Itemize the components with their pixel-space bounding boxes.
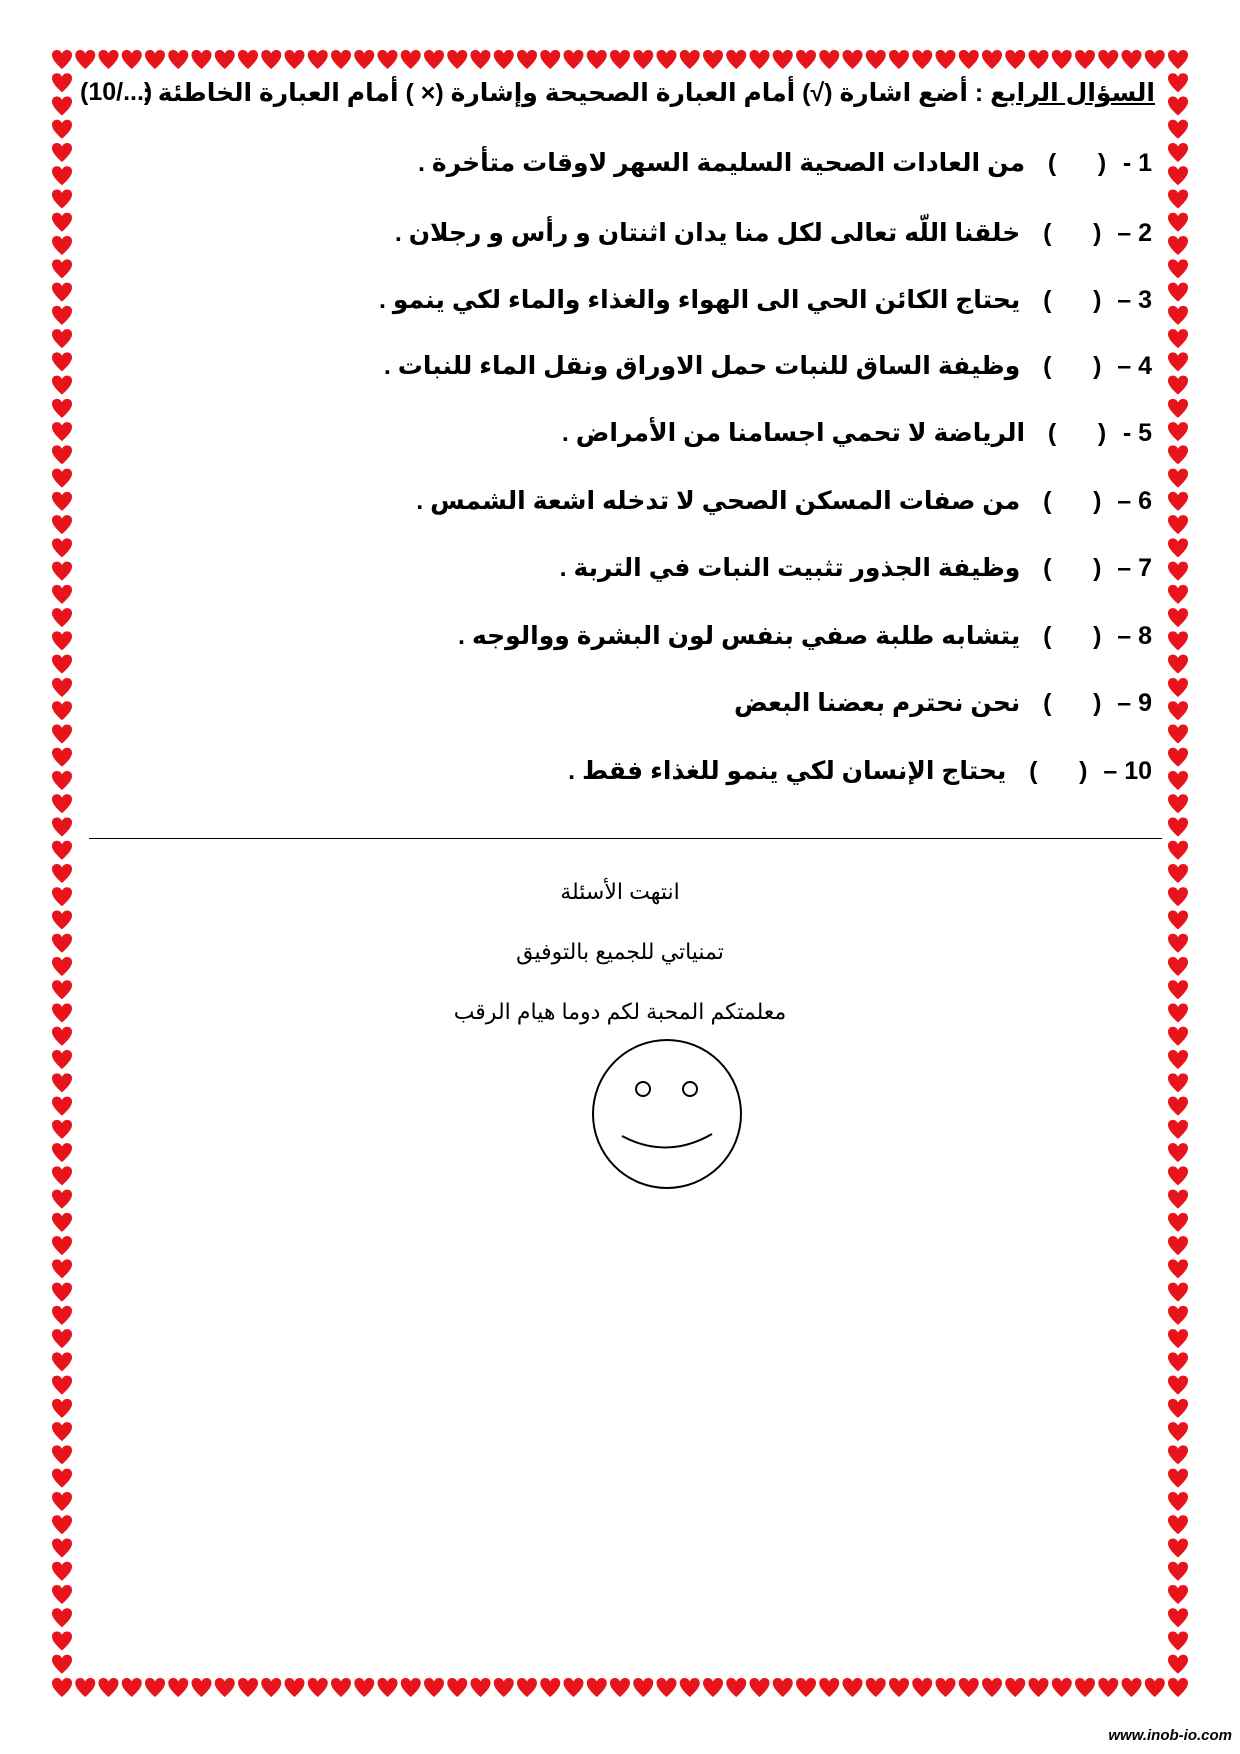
answer-blank[interactable]: ( ): [1029, 757, 1088, 785]
answer-blank[interactable]: ( ): [1043, 352, 1102, 380]
heart-icon: [1168, 50, 1188, 69]
item-text: يتشابه طلبة صفي بنفس لون البشرة ووالوجه .: [458, 622, 1021, 650]
heart-icon: [1145, 50, 1165, 69]
heart-icon: [1168, 399, 1188, 418]
heart-icon: [1168, 469, 1188, 488]
heart-icon: [1168, 492, 1188, 511]
heart-icon: [1168, 1399, 1188, 1418]
heart-icon: [1168, 1678, 1188, 1697]
statement-item: [568, 755, 1152, 787]
heart-icon: [912, 1678, 932, 1697]
heart-icon: [52, 771, 72, 790]
heart-icon: [1168, 190, 1188, 209]
watermark: www.inob-io.com: [1108, 1727, 1232, 1744]
answer-blank[interactable]: ( ): [1043, 219, 1102, 247]
heart-icon: [1168, 817, 1188, 836]
heart-icon: [1168, 213, 1188, 232]
answer-blank[interactable]: ( ): [1043, 622, 1102, 650]
heart-icon: [52, 585, 72, 604]
heart-icon: [52, 1422, 72, 1441]
heart-icon: [1168, 678, 1188, 697]
footer-wishes-text: تمنياتي للجميع بالتوفيق: [516, 939, 724, 964]
heart-icon: [52, 562, 72, 581]
heart-icon: [703, 50, 723, 69]
heart-icon: [52, 841, 72, 860]
heart-icon: [1168, 1283, 1188, 1302]
heart-icon: [1168, 166, 1188, 185]
heart-icon: [657, 50, 677, 69]
heart-icon: [401, 50, 421, 69]
heart-icon: [99, 1678, 119, 1697]
heart-icon: [1168, 631, 1188, 650]
item-text: يحتاج الكائن الحي الى الهواء والغذاء والماء لكي ينمو .: [378, 286, 1021, 314]
heart-icon: [703, 1678, 723, 1697]
heart-icon: [1168, 1492, 1188, 1511]
heart-icon: [378, 1678, 398, 1697]
heart-icon: [1168, 329, 1188, 348]
heart-icon: [168, 1678, 188, 1697]
heart-icon: [866, 1678, 886, 1697]
item-number: 10 –: [1103, 757, 1152, 785]
heart-icon: [52, 794, 72, 813]
heart-icon: [633, 1678, 653, 1697]
heart-icon: [308, 50, 328, 69]
heart-icon: [1168, 1655, 1188, 1674]
heart-icon: [1168, 771, 1188, 790]
statement-item: [384, 350, 1152, 382]
heart-icon: [680, 1678, 700, 1697]
heart-icon: [564, 1678, 584, 1697]
heart-icon: [1075, 1678, 1095, 1697]
heart-icon: [773, 50, 793, 69]
heart-icon: [1075, 50, 1095, 69]
heart-icon: [52, 1631, 72, 1650]
heart-icon: [52, 50, 72, 69]
heart-icon: [354, 50, 374, 69]
footer-end-text: انتهت الأسئلة: [560, 879, 680, 904]
heart-icon: [1168, 120, 1188, 139]
heart-icon: [52, 980, 72, 999]
heart-icon: [1168, 236, 1188, 255]
heart-icon: [843, 1678, 863, 1697]
heart-icon: [145, 1678, 165, 1697]
heart-icon: [1168, 1515, 1188, 1534]
heart-icon: [52, 1376, 72, 1395]
heart-icon: [540, 50, 560, 69]
heart-icon: [122, 50, 142, 69]
heart-icon: [52, 492, 72, 511]
heart-icon: [1168, 585, 1188, 604]
heart-icon: [1168, 701, 1188, 720]
question-header: [80, 78, 1155, 112]
heart-icon: [540, 1678, 560, 1697]
heart-icon: [750, 50, 770, 69]
statement-item: [395, 217, 1152, 249]
heart-icon: [1168, 352, 1188, 371]
heart-icon: [52, 538, 72, 557]
heart-icon: [1168, 1562, 1188, 1581]
heart-icon: [889, 1678, 909, 1697]
answer-blank[interactable]: ( ): [1043, 286, 1102, 314]
item-text: وظيفة الساق للنبات حمل الاوراق ونقل الماء للنبات .: [383, 352, 1021, 380]
heart-icon: [331, 50, 351, 69]
heart-icon: [657, 1678, 677, 1697]
heart-icon: [1168, 1120, 1188, 1139]
heart-icon: [52, 259, 72, 278]
heart-icon: [52, 73, 72, 92]
heart-icon: [1005, 50, 1025, 69]
heart-icon: [471, 1678, 491, 1697]
heart-icon: [215, 50, 235, 69]
heart-icon: [936, 50, 956, 69]
heart-icon: [261, 1678, 281, 1697]
heart-icon: [796, 50, 816, 69]
item-text: وظيفة الجذور تثبيت النبات في التربة .: [559, 554, 1021, 582]
heart-icon: [75, 1678, 95, 1697]
heart-icon: [866, 50, 886, 69]
heart-icon: [471, 50, 491, 69]
heart-icon: [52, 1213, 72, 1232]
heart-icon: [843, 50, 863, 69]
heart-icon: [424, 50, 444, 69]
heart-icon: [52, 97, 72, 116]
heart-icon: [587, 1678, 607, 1697]
heart-icon: [52, 1190, 72, 1209]
heart-icon: [378, 50, 398, 69]
heart-icon: [52, 1073, 72, 1092]
heart-icon: [1168, 608, 1188, 627]
item-number: 2 –: [1117, 219, 1152, 247]
heart-icon: [1098, 50, 1118, 69]
item-number: 5 -: [1122, 419, 1152, 447]
heart-icon: [1168, 73, 1188, 92]
statement-item: [560, 552, 1152, 584]
heart-icon: [52, 1306, 72, 1325]
heart-icon: [819, 50, 839, 69]
heart-icon: [1168, 1608, 1188, 1627]
heart-icon: [447, 1678, 467, 1697]
heart-icon: [1168, 794, 1188, 813]
heart-icon: [1168, 724, 1188, 743]
heart-icon: [52, 911, 72, 930]
item-text: يحتاج الإنسان لكي ينمو للغذاء فقط .: [568, 757, 1007, 785]
heart-icon: [773, 1678, 793, 1697]
answer-blank[interactable]: ( ): [1043, 554, 1102, 582]
heart-icon: [52, 190, 72, 209]
item-text: من صفات المسكن الصحي لا تدخله اشعة الشمس .: [416, 487, 1021, 515]
heart-icon: [680, 50, 700, 69]
statement-item: [379, 284, 1152, 316]
heart-icon: [52, 1492, 72, 1511]
heart-icon: [959, 1678, 979, 1697]
heart-icon: [52, 1329, 72, 1348]
heart-icon: [52, 655, 72, 674]
heart-icon: [1168, 1050, 1188, 1069]
heart-icon: [424, 1678, 444, 1697]
heart-icon: [912, 50, 932, 69]
heart-icon: [1168, 1259, 1188, 1278]
heart-icon: [238, 1678, 258, 1697]
heart-icon: [52, 1399, 72, 1418]
heart-icon: [1168, 143, 1188, 162]
heart-icon: [726, 50, 746, 69]
question-score: (10/...): [80, 78, 153, 106]
item-number: 6 –: [1117, 487, 1152, 515]
heart-icon: [1168, 1538, 1188, 1557]
heart-icon: [285, 1678, 305, 1697]
heart-icon: [52, 1283, 72, 1302]
heart-icon: [52, 329, 72, 348]
heart-icon: [52, 1655, 72, 1674]
answer-blank[interactable]: ( ): [1047, 149, 1107, 177]
heart-icon: [796, 1678, 816, 1697]
item-text: نحن نحترم بعضنا البعض: [733, 689, 1021, 717]
heart-icon: [819, 1678, 839, 1697]
heart-icon: [1168, 1097, 1188, 1116]
heart-icon: [1029, 50, 1049, 69]
divider-line: [89, 838, 1162, 839]
heart-icon: [1005, 1678, 1025, 1697]
heart-icon: [52, 1562, 72, 1581]
heart-icon: [1168, 422, 1188, 441]
heart-icon: [354, 1678, 374, 1697]
heart-icon: [52, 213, 72, 232]
heart-icon: [52, 1445, 72, 1464]
heart-icon: [1168, 1631, 1188, 1650]
heart-icon: [52, 724, 72, 743]
heart-icon: [52, 352, 72, 371]
heart-icon: [52, 1120, 72, 1139]
answer-blank[interactable]: ( ): [1047, 419, 1107, 447]
heart-icon: [1098, 1678, 1118, 1697]
answer-blank[interactable]: ( ): [1043, 689, 1102, 717]
heart-icon: [1168, 748, 1188, 767]
item-text: الرياضة لا تحمي اجسامنا من الأمراض .: [561, 419, 1026, 447]
statement-item: [734, 687, 1152, 719]
heart-icon: [52, 166, 72, 185]
heart-icon: [1168, 538, 1188, 557]
heart-icon: [308, 1678, 328, 1697]
heart-icon: [52, 306, 72, 325]
question-label: السؤال الرابع: [990, 79, 1155, 107]
heart-icon: [1168, 1329, 1188, 1348]
item-text: خلقنا اللّه تعالى لكل منا يدان اثنتان و رأس و رجلان .: [394, 219, 1021, 247]
heart-icon: [1168, 980, 1188, 999]
statement-item: [416, 485, 1152, 517]
heart-icon: [52, 1678, 72, 1697]
heart-icon: [52, 469, 72, 488]
item-number: 1 -: [1122, 149, 1152, 177]
heart-icon: [982, 1678, 1002, 1697]
heart-icon: [52, 1050, 72, 1069]
smiley-face-icon: [587, 1034, 747, 1194]
heart-icon: [1168, 376, 1188, 395]
heart-icon: [982, 50, 1002, 69]
heart-icon: [1168, 1585, 1188, 1604]
heart-icon: [168, 50, 188, 69]
heart-icon: [99, 50, 119, 69]
heart-icon: [52, 1515, 72, 1534]
question-instruction: : أضع اشارة (√) أمام العبارة الصحيحة وإشارة (× ) أمام العبارة الخاطئة :: [142, 79, 984, 107]
heart-icon: [52, 143, 72, 162]
answer-blank[interactable]: ( ): [1043, 487, 1102, 515]
heart-icon: [1168, 515, 1188, 534]
heart-icon: [1168, 1190, 1188, 1209]
heart-icon: [52, 236, 72, 255]
heart-icon: [517, 50, 537, 69]
heart-icon: [52, 748, 72, 767]
heart-icon: [1168, 841, 1188, 860]
heart-icon: [52, 399, 72, 418]
heart-icon: [1168, 1236, 1188, 1255]
heart-icon: [1168, 1422, 1188, 1441]
heart-icon: [1168, 1352, 1188, 1371]
heart-icon: [52, 608, 72, 627]
heart-icon: [936, 1678, 956, 1697]
heart-icon: [610, 50, 630, 69]
heart-icon: [1168, 1213, 1188, 1232]
heart-icon: [1168, 1376, 1188, 1395]
heart-icon: [145, 50, 165, 69]
statement-item: [562, 417, 1152, 449]
heart-icon: [261, 50, 281, 69]
heart-icon: [52, 631, 72, 650]
heart-icon: [1168, 1445, 1188, 1464]
heart-icon: [215, 1678, 235, 1697]
heart-icon: [1168, 1027, 1188, 1046]
heart-icon: [75, 50, 95, 69]
heart-icon: [1029, 1678, 1049, 1697]
heart-icon: [494, 50, 514, 69]
heart-icon: [1168, 97, 1188, 116]
heart-icon: [1052, 1678, 1072, 1697]
item-text: من العادات الصحية السليمة السهر لاوقات متأخرة .: [417, 149, 1026, 177]
heart-icon: [1168, 306, 1188, 325]
heart-icon: [122, 1678, 142, 1697]
heart-icon: [52, 1027, 72, 1046]
item-number: 3 –: [1117, 286, 1152, 314]
heart-icon: [1052, 50, 1072, 69]
heart-icon: [52, 1236, 72, 1255]
heart-icon: [1168, 445, 1188, 464]
statement-item: [458, 620, 1152, 652]
heart-icon: [494, 1678, 514, 1697]
heart-icon: [52, 1469, 72, 1488]
heart-icon: [1168, 655, 1188, 674]
heart-icon: [587, 50, 607, 69]
heart-icon: [517, 1678, 537, 1697]
heart-icon: [52, 678, 72, 697]
heart-icon: [52, 1538, 72, 1557]
heart-icon: [633, 50, 653, 69]
heart-icon: [564, 50, 584, 69]
heart-icon: [52, 1166, 72, 1185]
heart-icon: [726, 1678, 746, 1697]
heart-icon: [889, 50, 909, 69]
footer-teacher-text: معلمتكم المحبة لكم دوما هيام الرقب: [453, 999, 787, 1024]
item-number: 9 –: [1117, 689, 1152, 717]
heart-icon: [285, 50, 305, 69]
heart-icon: [1168, 283, 1188, 302]
heart-icon: [1168, 1073, 1188, 1092]
heart-icon: [52, 1097, 72, 1116]
heart-icon: [1145, 1678, 1165, 1697]
heart-icon: [1168, 1143, 1188, 1162]
heart-icon: [52, 120, 72, 139]
heart-icon: [447, 50, 467, 69]
heart-icon: [331, 1678, 351, 1697]
heart-icon: [1168, 911, 1188, 930]
heart-icon: [52, 376, 72, 395]
heart-icon: [238, 50, 258, 69]
heart-icon: [750, 1678, 770, 1697]
heart-icon: [52, 515, 72, 534]
heart-icon: [192, 1678, 212, 1697]
heart-icon: [1168, 562, 1188, 581]
heart-icon: [1168, 259, 1188, 278]
heart-icon: [401, 1678, 421, 1697]
heart-icon: [52, 422, 72, 441]
heart-icon: [959, 50, 979, 69]
heart-icon: [1168, 1306, 1188, 1325]
heart-icon: [1168, 1469, 1188, 1488]
heart-icon: [52, 445, 72, 464]
heart-icon: [192, 50, 212, 69]
heart-icon: [52, 701, 72, 720]
heart-icon: [52, 283, 72, 302]
heart-icon: [1168, 1166, 1188, 1185]
heart-icon: [52, 1259, 72, 1278]
heart-icon: [52, 1585, 72, 1604]
heart-icon: [1122, 1678, 1142, 1697]
statement-item: [418, 147, 1152, 179]
item-number: 8 –: [1117, 622, 1152, 650]
heart-icon: [52, 1608, 72, 1627]
heart-icon: [52, 1143, 72, 1162]
item-number: 4 –: [1117, 352, 1152, 380]
item-number: 7 –: [1117, 554, 1152, 582]
heart-icon: [52, 1352, 72, 1371]
heart-icon: [1122, 50, 1142, 69]
heart-icon: [610, 1678, 630, 1697]
heart-icon: [52, 817, 72, 836]
